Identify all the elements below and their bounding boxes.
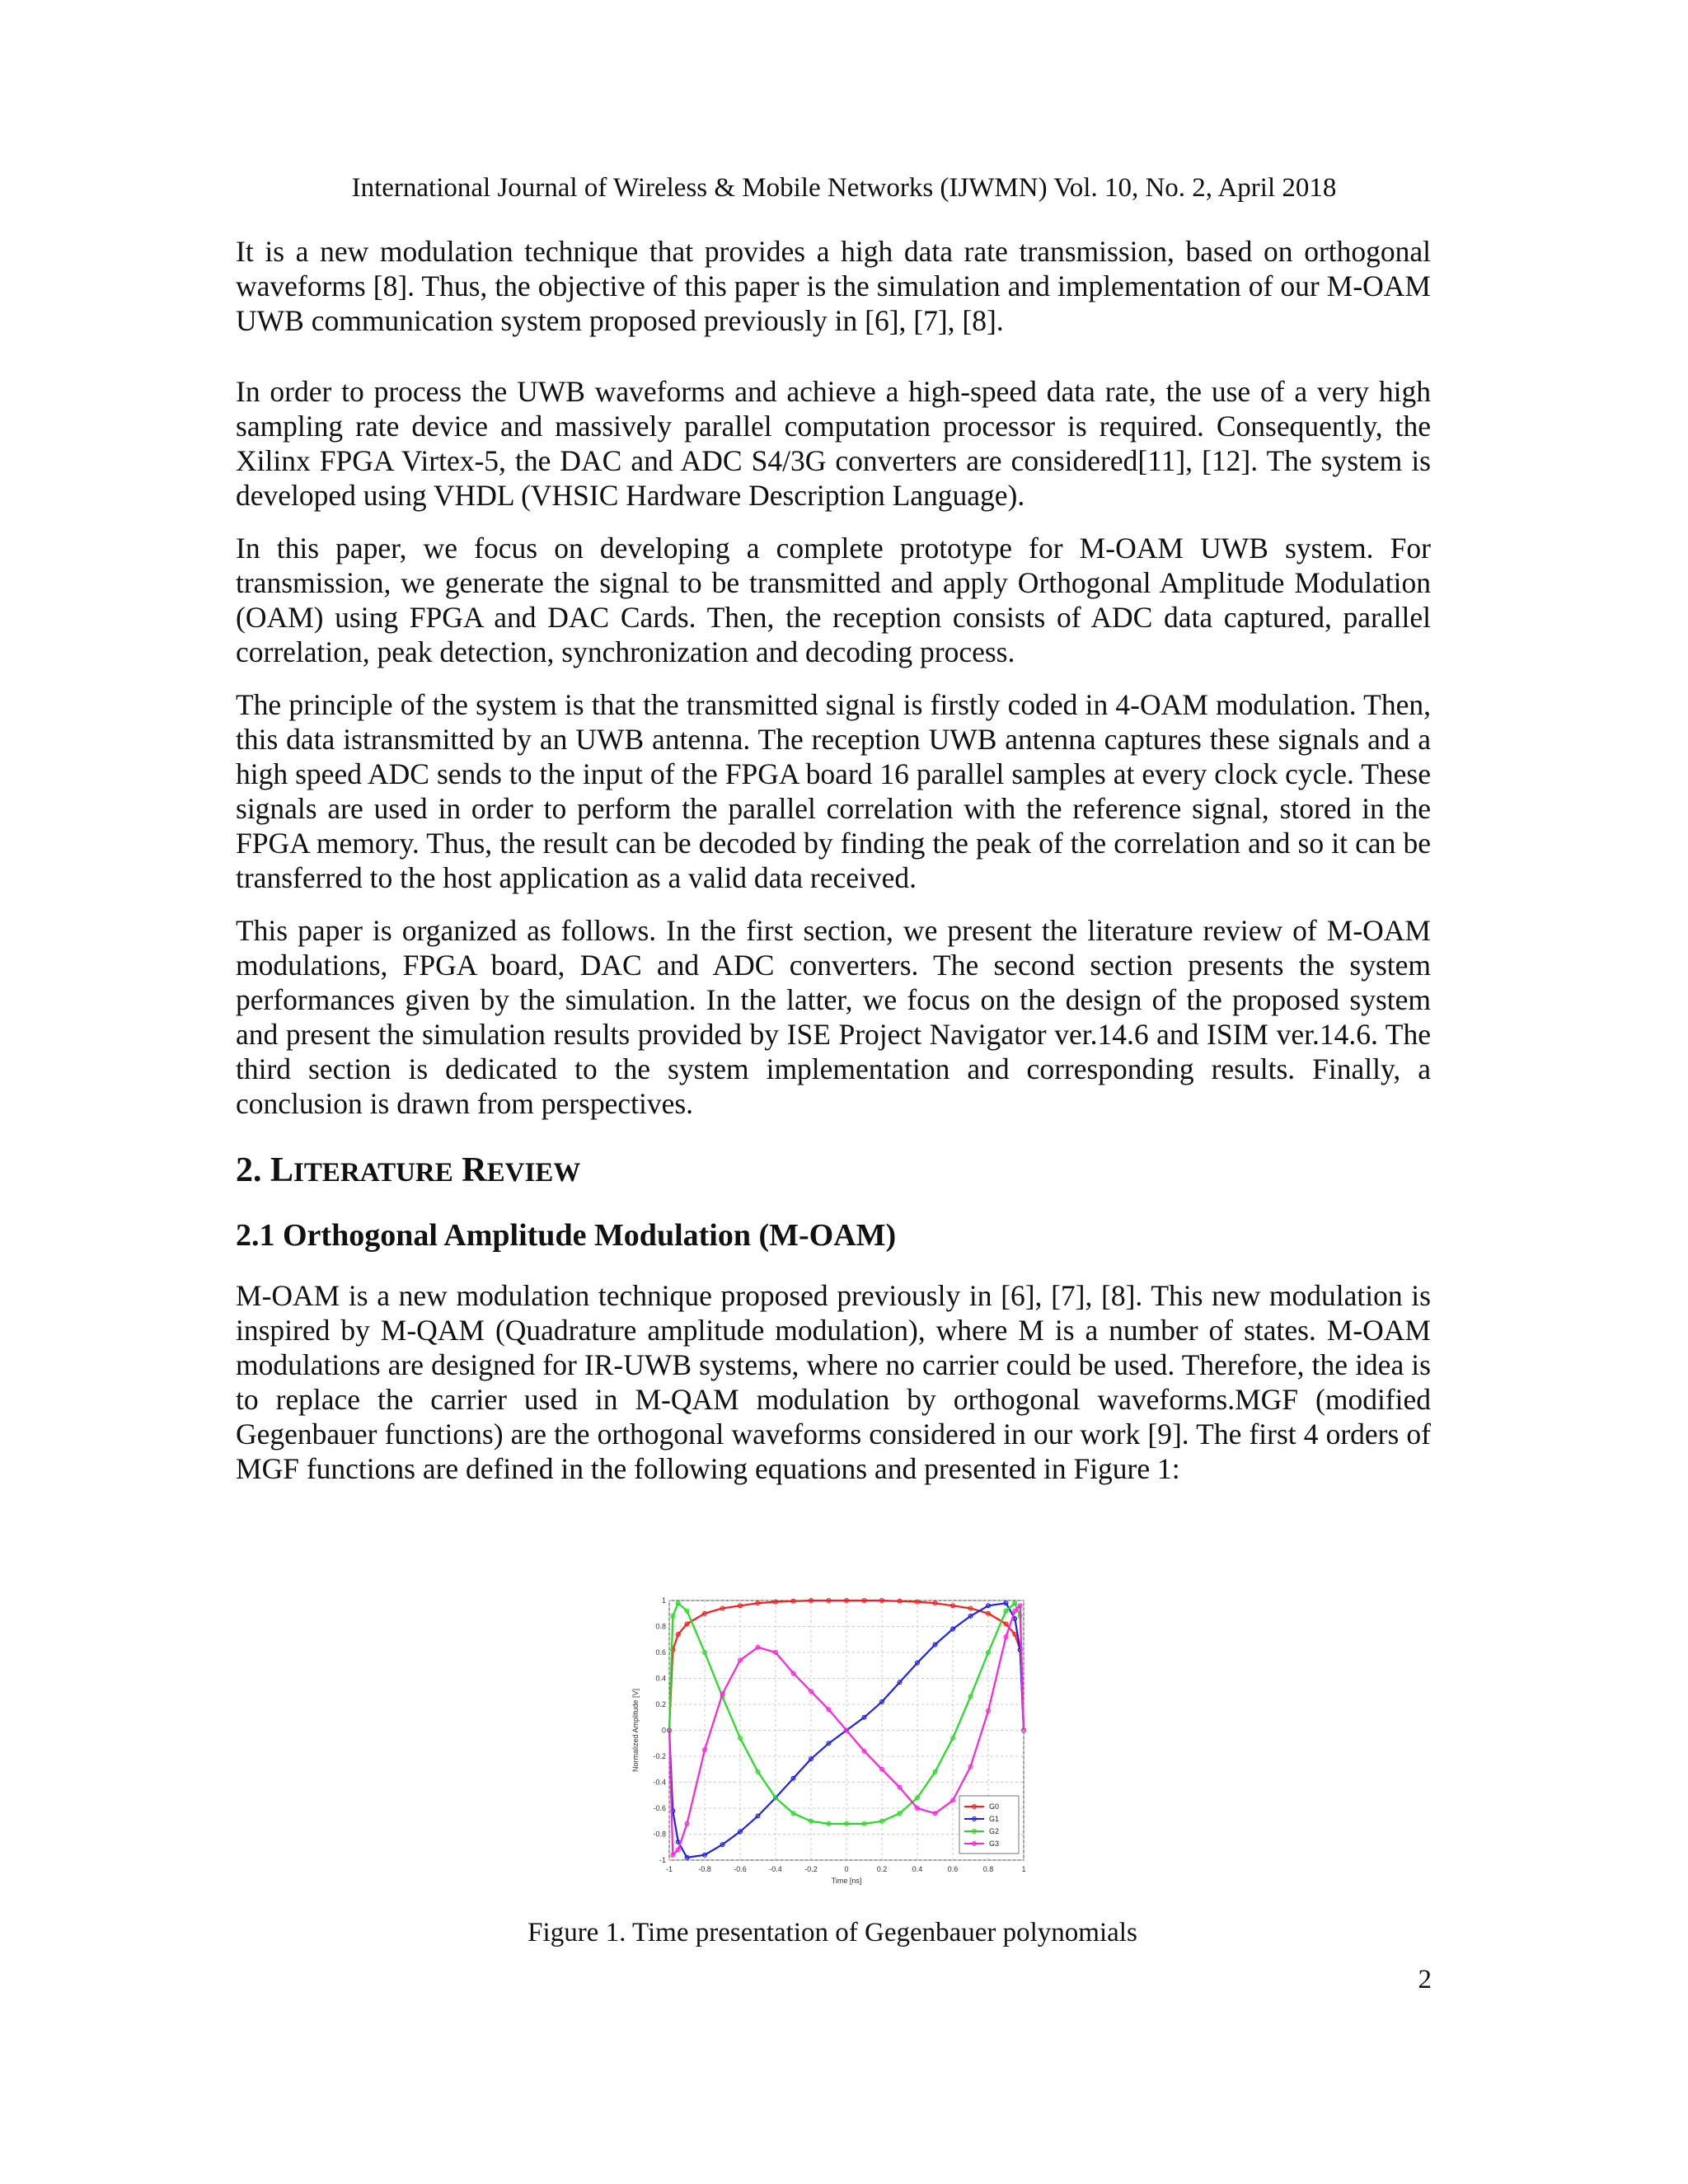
x-tick-label: 0.8 xyxy=(982,1865,994,1873)
x-tick-label: 1 xyxy=(1021,1865,1026,1873)
paragraph-2: In order to process the UWB waveforms and achieve a high-speed data rate, the use of a very high sampling rate device and massively parallel computation processor is required. Consequently, the Xilinx FPGA Virtex-5, the DAC and ADC S4/3G converters are considered[11], [12]. The system is developed using VHDL (VHSIC Hardware Description Language). xyxy=(236,375,1431,512)
page-number: 2 xyxy=(1418,1965,1432,1994)
figure-caption: Figure 1. Time presentation of Gegenbauer polynomials xyxy=(528,1918,1137,1947)
x-tick-label: -0.6 xyxy=(734,1865,747,1873)
paragraph-5: This paper is organized as follows. In the first section, we present the literature review of M-OAM modulations, FPGA board, DAC and ADC converters. The second section presents the system performances given by the simulation. In the latter, we focus on the design of the proposed system and present the simulation results provided by ISE Project Navigator ver.14.6 and ISIM ver.14.6. The third section is dedicated to the system implementation and corresponding results. Finally, a conclusion is drawn from perspectives. xyxy=(236,914,1431,1120)
y-tick-label: -1 xyxy=(659,1856,666,1864)
paragraph-1: It is a new modulation technique that provides a high data rate transmission, based on orthogonal waveforms [8]. Thus, the objective of this paper is the simulation and implementation of our M-OAM UWB communication system proposed previously in [6], [7], [8]. xyxy=(236,235,1431,337)
paragraph-4: The principle of the system is that the transmitted signal is firstly coded in 4-OAM modulation. Then, this data istransmitted by an UWB antenna. The reception UWB antenna captures these signals and a high speed ADC sends to the input of the FPGA board 16 parallel samples at every clock cycle. These signals are used in order to perform the parallel correlation with the reference signal, stored in the FPGA memory. Thus, the result can be decoded by finding the peak of the correlation and so it can be transferred to the host application as a valid data received. xyxy=(236,688,1431,894)
x-tick-label: -0.8 xyxy=(698,1865,711,1873)
x-tick-label: 0.4 xyxy=(912,1865,923,1873)
x-tick-label: -0.2 xyxy=(804,1865,818,1873)
x-tick-label: -1 xyxy=(665,1865,673,1873)
x-tick-label: -0.4 xyxy=(769,1865,782,1873)
subsection-heading: 2.1 Orthogonal Amplitude Modulation (M-OAM) xyxy=(236,1218,897,1253)
main-content xyxy=(236,234,1431,1486)
section-title: LITERATURE REVIEW xyxy=(270,1151,581,1189)
legend-label-G0: G0 xyxy=(989,1802,1000,1811)
section-heading xyxy=(236,1149,1431,1194)
y-tick-label: 0.8 xyxy=(655,1622,666,1631)
y-tick-label: 0 xyxy=(661,1726,666,1735)
y-tick-label: -0.6 xyxy=(653,1804,666,1812)
x-tick-label: 0.6 xyxy=(947,1865,959,1873)
y-tick-label: 1 xyxy=(661,1596,666,1605)
y-tick-label: -0.8 xyxy=(653,1830,666,1839)
figure-1 xyxy=(626,1591,1039,1887)
legend-label-G2: G2 xyxy=(989,1827,1000,1835)
gegenbauer-chart xyxy=(626,1591,1039,1887)
y-tick-label: 0.2 xyxy=(655,1700,666,1708)
section-paragraph: M-OAM is a new modulation technique proposed previously in [6], [7], [8]. This new modulation is inspired by M-QAM (Quadrature amplitude modulation), where M is a number of states. M-OAM modulations are designed for IR-UWB systems, where no carrier could be used. Therefore, the idea is to replace the carrier used in M-QAM modulation by orthogonal waveforms.MGF (modified Gegenbauer functions) are the orthogonal waveforms considered in our work [9]. The first 4 orders of MGF functions are defined in the following equations and presented in Figure 1: xyxy=(236,1279,1431,1485)
x-tick-label: 0 xyxy=(844,1865,849,1873)
y-tick-label: 0.6 xyxy=(655,1648,666,1657)
x-axis-label: Time [ns] xyxy=(831,1877,862,1885)
legend-label-G1: G1 xyxy=(989,1815,1000,1823)
running-header: International Journal of Wireless & Mobile Networks (IJWMN) Vol. 10, No. 2, April 2018 xyxy=(351,173,1337,203)
paragraph-3: In this paper, we focus on developing a complete prototype for M-OAM UWB system. For transmission, we generate the signal to be transmitted and apply Orthogonal Amplitude Modulation (OAM) using FPGA and DAC Cards. Then, the reception consists of ADC data captured, parallel correlation, peak detection, synchronization and decoding process. xyxy=(236,532,1431,668)
y-tick-label: -0.4 xyxy=(653,1778,666,1787)
section-number: 2. xyxy=(236,1151,262,1189)
x-tick-label: 0.2 xyxy=(876,1865,888,1873)
y-axis-label: Normalized Amplitude [V] xyxy=(631,1688,640,1773)
y-tick-label: 0.4 xyxy=(655,1674,666,1683)
y-tick-label: -0.2 xyxy=(653,1752,666,1760)
legend-label-G3: G3 xyxy=(989,1840,1000,1848)
